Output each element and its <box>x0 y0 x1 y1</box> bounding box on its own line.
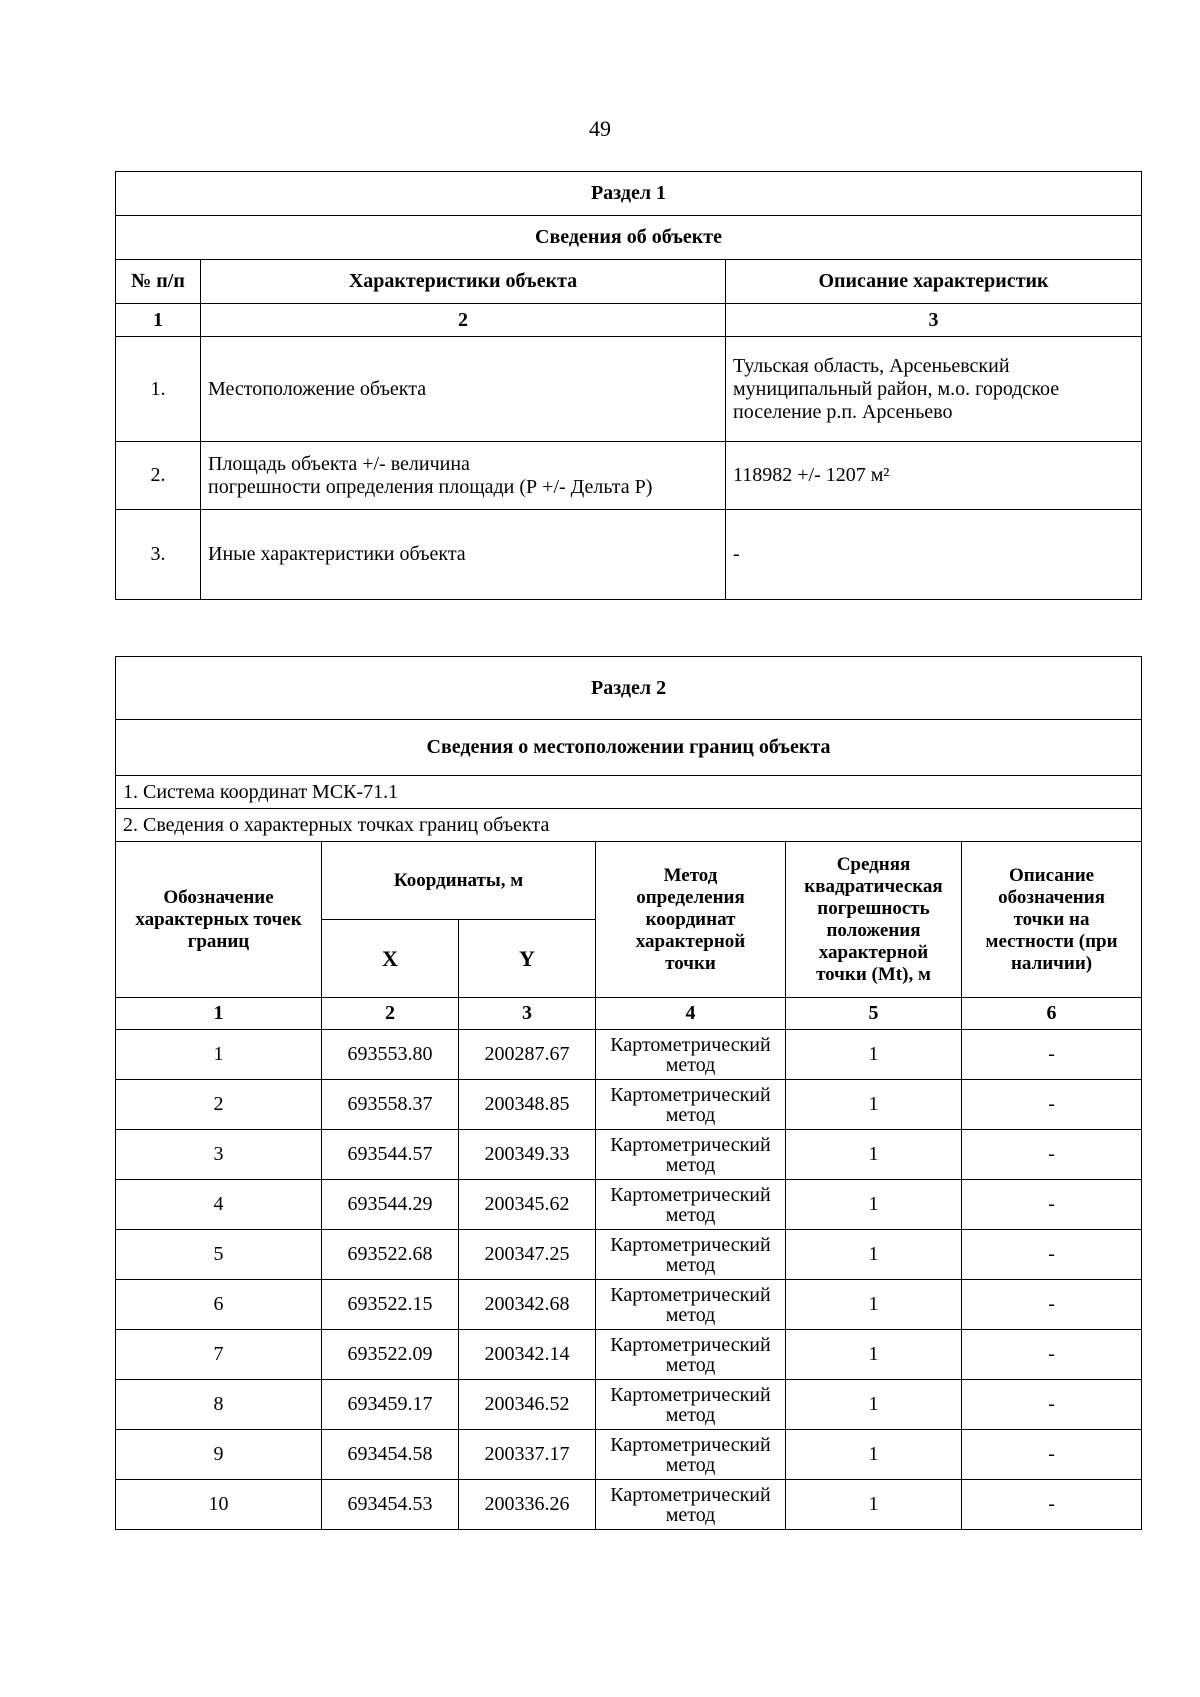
error-value: 1 <box>786 1080 962 1130</box>
table-row <box>116 1030 1142 1080</box>
coord-y: 200342.68 <box>459 1280 596 1330</box>
coord-y: 200348.85 <box>459 1080 596 1130</box>
section2-table <box>115 656 1142 1530</box>
coord-x: 693544.29 <box>322 1180 459 1230</box>
section1-title: Сведения об объекте <box>116 216 1142 260</box>
point-number: 10 <box>116 1480 322 1530</box>
method-cell: Картометрический метод <box>596 1180 786 1230</box>
point-description: - <box>962 1480 1142 1530</box>
col-number: 2 <box>201 304 726 337</box>
coord-y: 200337.17 <box>459 1430 596 1480</box>
header-error: Средняя квадратическая погрешность положения характерной точки (Mt), м <box>786 842 962 998</box>
coord-y: 200349.33 <box>459 1130 596 1180</box>
table-row <box>116 1080 1142 1130</box>
error-value: 1 <box>786 1230 962 1280</box>
row-number: 2. <box>116 442 201 510</box>
header-coordinates: Координаты, м <box>322 842 596 920</box>
coord-y: 200342.14 <box>459 1330 596 1380</box>
method-cell: Картометрический метод <box>596 1480 786 1530</box>
method-cell: Картометрический метод <box>596 1380 786 1430</box>
table-row <box>116 1230 1142 1280</box>
coord-x: 693454.53 <box>322 1480 459 1530</box>
coord-y: 200345.62 <box>459 1180 596 1230</box>
col-number: 1 <box>116 998 322 1030</box>
point-number: 6 <box>116 1280 322 1330</box>
coord-x: 693522.15 <box>322 1280 459 1330</box>
method-cell: Картометрический метод <box>596 1430 786 1480</box>
header-y: Y <box>459 920 596 998</box>
table-row <box>116 1430 1142 1480</box>
col-number: 5 <box>786 998 962 1030</box>
point-description: - <box>962 1130 1142 1180</box>
error-value: 1 <box>786 1480 962 1530</box>
point-number: 3 <box>116 1130 322 1180</box>
col-number: 4 <box>596 998 786 1030</box>
coord-x: 693544.57 <box>322 1130 459 1180</box>
header-characteristics: Характеристики объекта <box>201 260 726 304</box>
method-cell: Картометрический метод <box>596 1080 786 1130</box>
point-description: - <box>962 1280 1142 1330</box>
table-row <box>116 442 1142 510</box>
error-value: 1 <box>786 1430 962 1480</box>
point-description: - <box>962 1080 1142 1130</box>
error-value: 1 <box>786 1280 962 1330</box>
header-designation: Обозначение характерных точек границ <box>116 842 322 998</box>
coord-x: 693522.68 <box>322 1230 459 1280</box>
error-value: 1 <box>786 1330 962 1380</box>
method-cell: Картометрический метод <box>596 1030 786 1080</box>
coord-x: 693459.17 <box>322 1380 459 1430</box>
table-row <box>116 1380 1142 1430</box>
coord-y: 200287.67 <box>459 1030 596 1080</box>
col-number: 6 <box>962 998 1142 1030</box>
section1-label: Раздел 1 <box>116 172 1142 216</box>
method-cell: Картометрический метод <box>596 1230 786 1280</box>
header-number: № п/п <box>116 260 201 304</box>
point-description: - <box>962 1430 1142 1480</box>
row-value: Тульская область, Арсеньевский муниципальный район, м.о. городское поселение р.п. Арсеньево <box>726 337 1142 442</box>
method-cell: Картометрический метод <box>596 1330 786 1380</box>
point-number: 7 <box>116 1330 322 1380</box>
method-cell: Картометрический метод <box>596 1130 786 1180</box>
section2-label: Раздел 2 <box>116 657 1142 720</box>
point-number: 4 <box>116 1180 322 1230</box>
point-number: 8 <box>116 1380 322 1430</box>
point-number: 1 <box>116 1030 322 1080</box>
row-number: 1. <box>116 337 201 442</box>
method-cell: Картометрический метод <box>596 1280 786 1330</box>
coord-system: 1. Система координат МСК-71.1 <box>116 776 1142 809</box>
point-description: - <box>962 1230 1142 1280</box>
row-value: 118982 +/- 1207 м² <box>726 442 1142 510</box>
row-number: 3. <box>116 510 201 600</box>
point-description: - <box>962 1380 1142 1430</box>
table-row <box>116 337 1142 442</box>
points-heading: 2. Сведения о характерных точках границ объекта <box>116 809 1142 842</box>
table-row <box>116 1130 1142 1180</box>
header-method: Метод определения координат характерной точки <box>596 842 786 998</box>
table-row <box>116 1480 1142 1530</box>
col-number: 3 <box>726 304 1142 337</box>
row-name: Местоположение объекта <box>201 337 726 442</box>
header-point-description: Описание обозначения точки на местности (при наличии) <box>962 842 1142 998</box>
coord-y: 200347.25 <box>459 1230 596 1280</box>
header-x: X <box>322 920 459 998</box>
point-number: 9 <box>116 1430 322 1480</box>
table-row <box>116 1330 1142 1380</box>
header-description: Описание характеристик <box>726 260 1142 304</box>
table-row <box>116 1180 1142 1230</box>
coord-x: 693553.80 <box>322 1030 459 1080</box>
point-number: 5 <box>116 1230 322 1280</box>
point-number: 2 <box>116 1080 322 1130</box>
section1-table <box>115 171 1142 600</box>
error-value: 1 <box>786 1030 962 1080</box>
error-value: 1 <box>786 1180 962 1230</box>
error-value: 1 <box>786 1130 962 1180</box>
page-number: 49 <box>589 116 611 141</box>
coord-x: 693522.09 <box>322 1330 459 1380</box>
col-number: 2 <box>322 998 459 1030</box>
row-name: Площадь объекта +/- величина погрешности определения площади (Р +/- Дельта Р) <box>201 442 726 510</box>
col-number: 1 <box>116 304 201 337</box>
row-name: Иные характеристики объекта <box>201 510 726 600</box>
point-description: - <box>962 1180 1142 1230</box>
row-value: - <box>726 510 1142 600</box>
coord-x: 693558.37 <box>322 1080 459 1130</box>
coord-x: 693454.58 <box>322 1430 459 1480</box>
table-row <box>116 1280 1142 1330</box>
col-number: 3 <box>459 998 596 1030</box>
point-description: - <box>962 1330 1142 1380</box>
coord-y: 200346.52 <box>459 1380 596 1430</box>
section2-title: Сведения о местоположении границ объекта <box>116 720 1142 776</box>
coord-y: 200336.26 <box>459 1480 596 1530</box>
table-row <box>116 510 1142 600</box>
error-value: 1 <box>786 1380 962 1430</box>
point-description: - <box>962 1030 1142 1080</box>
